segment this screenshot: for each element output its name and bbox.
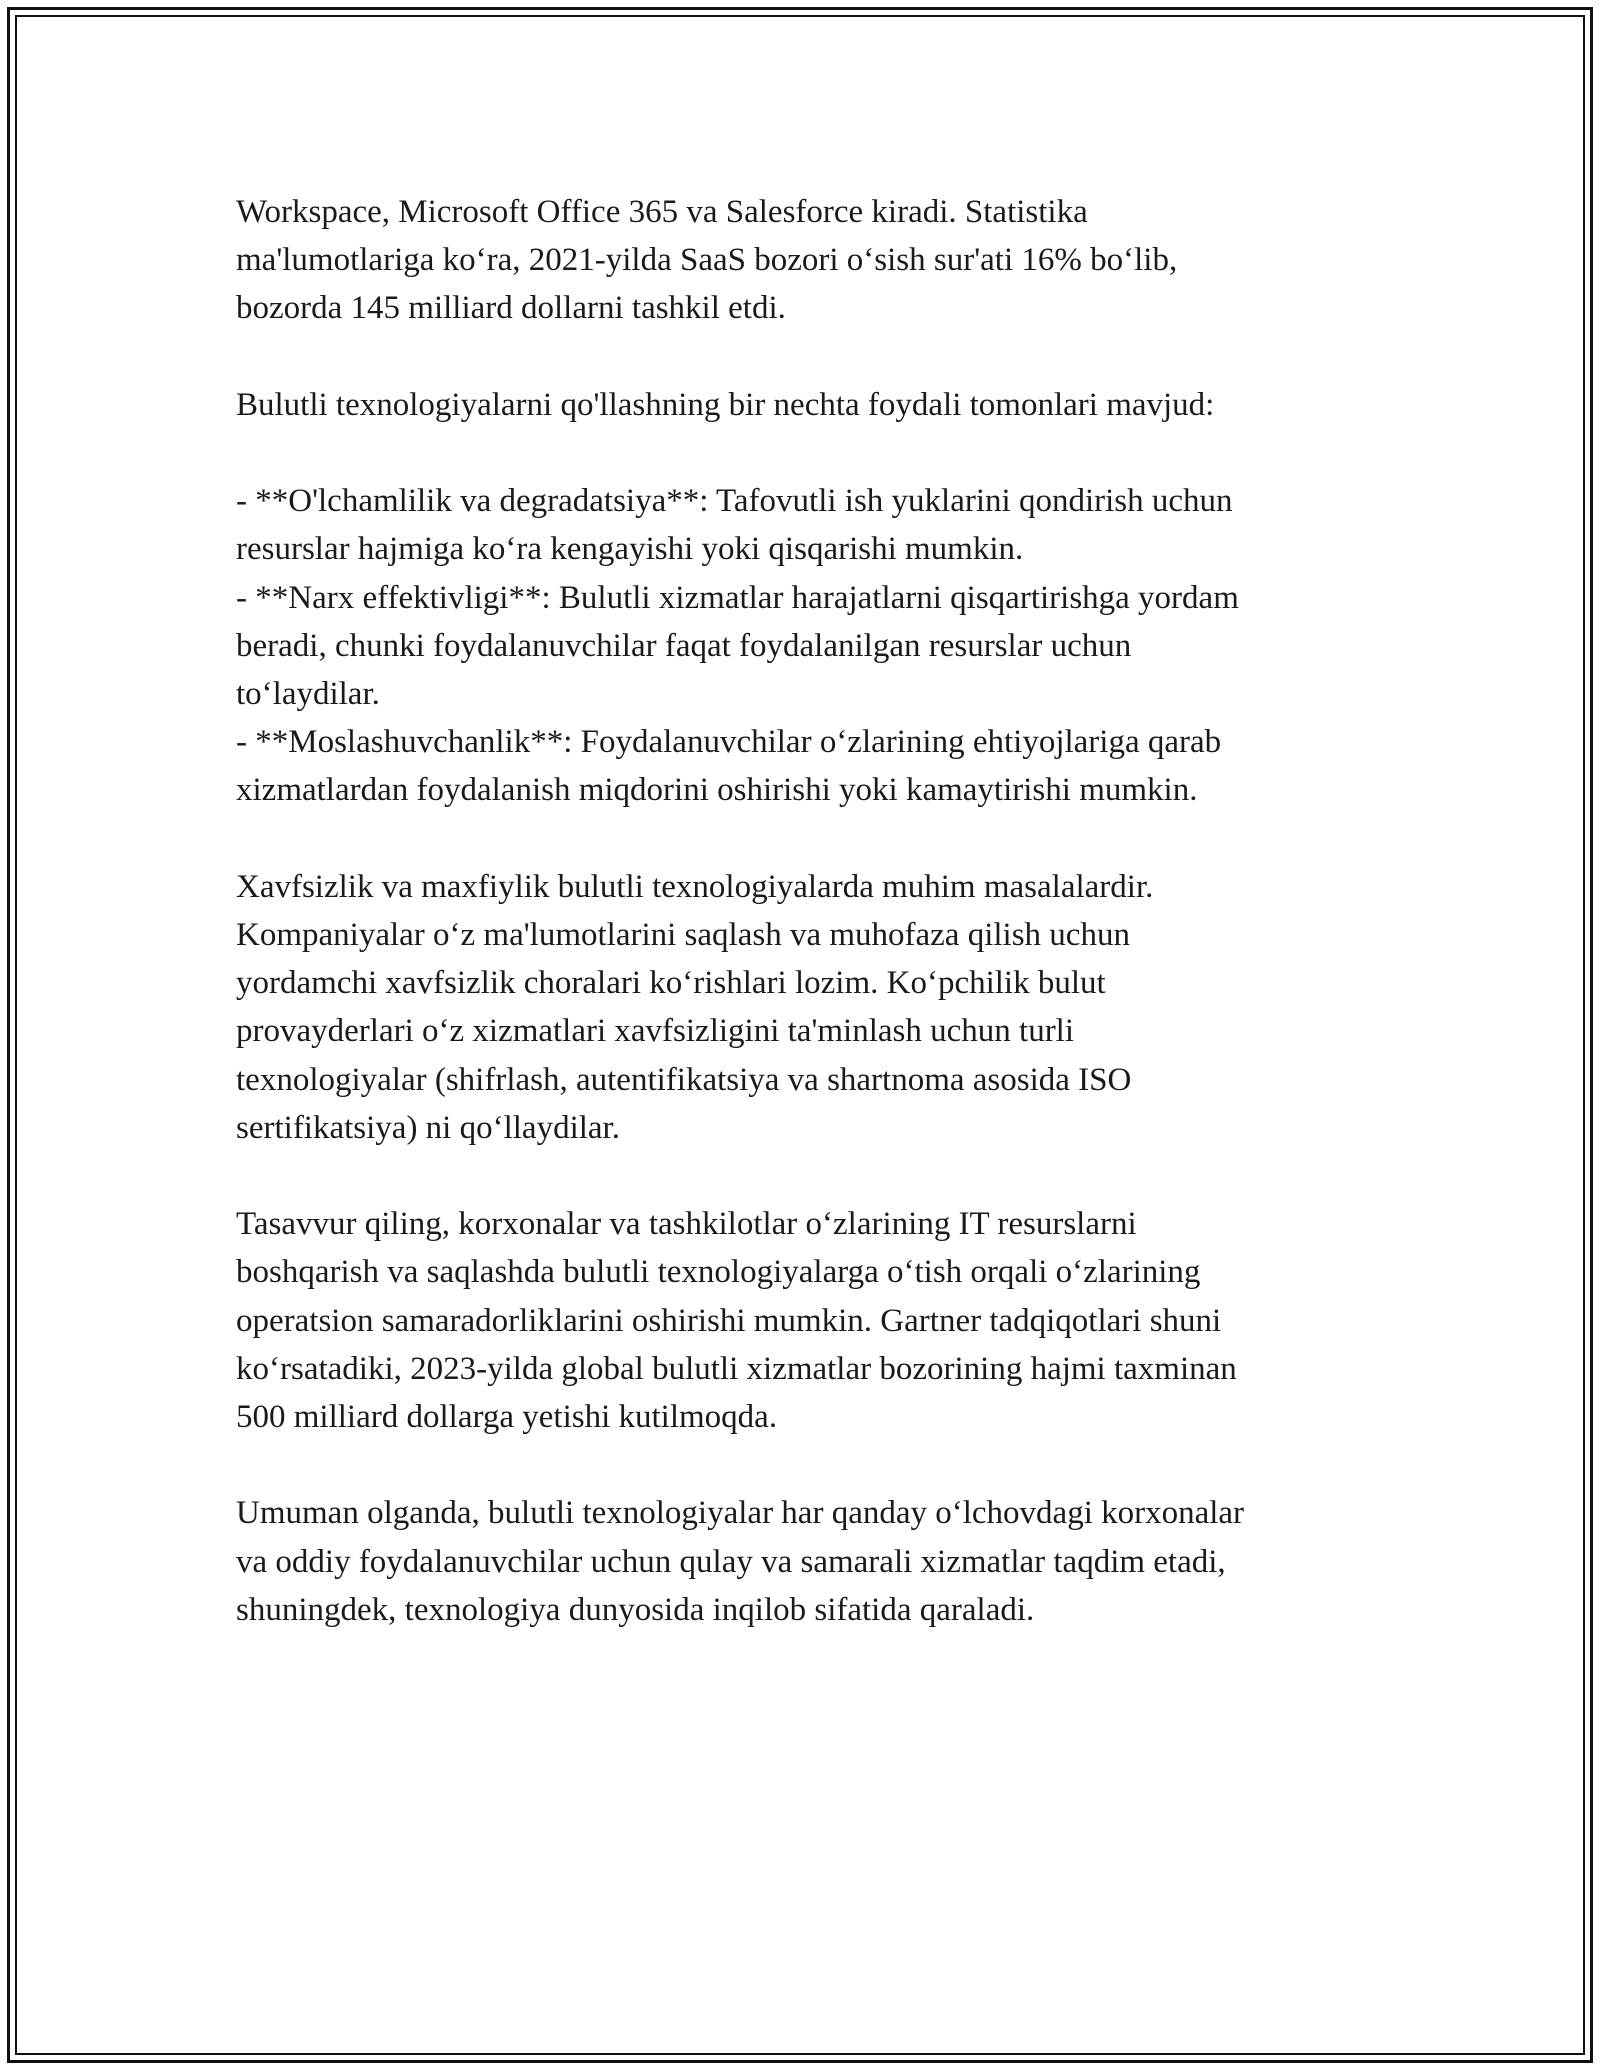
text-line: yordamchi xavfsizlik choralari ko‘rishlari lozim. Ko‘pchilik bulut [236, 965, 1106, 1002]
paragraph-gap [236, 1441, 1386, 1489]
text-line: Workspace, Microsoft Office 365 va Salesforce kiradi. Statistika [236, 194, 1088, 230]
benefits-list [236, 477, 1386, 814]
paragraph-gap [236, 815, 1386, 863]
paragraph-benefits-intro [236, 381, 1386, 429]
list-item-line: - **Moslashuvchanlik**: Foydalanuvchilar o‘zlarining ehtiyojlariga qarab [236, 724, 1222, 761]
text-line: bozorda 145 milliard dollarni tashkil etdi. [236, 290, 786, 327]
text-line: texnologiyalar (shifrlash, autentifikatsiya va shartnoma asosida ISO [236, 1061, 1132, 1098]
text-line: ko‘rsatadiki, 2023-yilda global bulutli xizmatlar bozorining hajmi taxminan [236, 1350, 1237, 1387]
list-item-line: resurslar hajmiga ko‘ra kengayishi yoki qisqarishi mumkin. [236, 531, 1024, 568]
list-item-line: - **O'lchamlilik va degradatsiya**: Tafovutli ish yuklarini qondirish uchun [236, 483, 1233, 520]
text-line: 500 milliard dollarga yetishi kutilmoqda. [236, 1399, 778, 1436]
paragraph-security [236, 863, 1386, 1152]
text-line: Kompaniyalar o‘z ma'lumotlarini saqlash va muhofaza qilish uchun [236, 917, 1130, 953]
text-line: Bulutli texnologiyalarni qo'llashning bir nechta foydali tomonlari mavjud: [236, 386, 1215, 423]
paragraph-gap [236, 1152, 1386, 1200]
text-line: Umuman olganda, bulutli texnologiyalar har qanday o‘lchovdagi korxonalar [236, 1495, 1245, 1532]
text-line: ma'lumotlariga ko‘ra, 2021-yilda SaaS bozori o‘sish sur'ati 16% bo‘lib, [236, 242, 1178, 279]
text-line: sertifikatsiya) ni qo‘llaydilar. [236, 1109, 620, 1146]
list-item-line: beradi, chunki foydalanuvchilar faqat foydalanilgan resurslar uchun [236, 627, 1132, 664]
text-line: boshqarish va saqlashda bulutli texnologiyalarga o‘tish orqali o‘zlarining [236, 1254, 1201, 1291]
text-line: shuningdek, texnologiya dunyosida inqilob sifatida qaraladi. [236, 1591, 1035, 1628]
text-line: Tasavvur qiling, korxonalar va tashkilotlar o‘zlarining IT resurslarni [236, 1206, 1137, 1243]
paragraph-intro [236, 188, 1386, 333]
list-item-line: xizmatlardan foydalanish miqdorini oshirishi yoki kamaytirishi mumkin. [236, 772, 1198, 809]
paragraph-gap [236, 429, 1386, 477]
text-line: Xavfsizlik va maxfiylik bulutli texnologiyalarda muhim masalalardir. [236, 868, 1154, 905]
paragraph-gap [236, 333, 1386, 381]
text-line: provayderlari o‘z xizmatlari xavfsizligini ta'minlash uchun turli [236, 1013, 1075, 1050]
paragraph-conclusion [236, 1489, 1386, 1634]
document-body [236, 188, 1386, 1634]
paragraph-market [236, 1200, 1386, 1441]
text-line: va oddiy foydalanuvchilar uchun qulay va samarali xizmatlar taqdim etadi, [236, 1543, 1226, 1580]
list-item-line: to‘laydilar. [236, 676, 380, 712]
text-line: operatsion samaradorliklarini oshirishi mumkin. Gartner tadqiqotlari shuni [236, 1302, 1222, 1339]
list-item-line: - **Narx effektivligi**: Bulutli xizmatlar harajatlarni qisqartirishga yordam [236, 579, 1239, 616]
